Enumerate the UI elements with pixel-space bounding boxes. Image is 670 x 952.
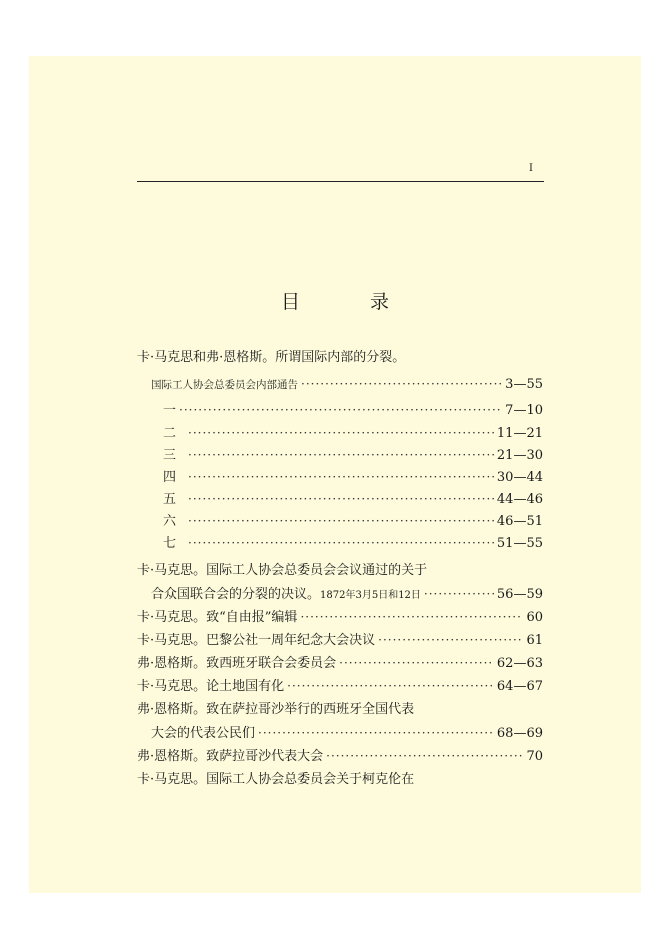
toc-entry-pages: 30—44 <box>496 470 543 485</box>
leader-dots <box>301 374 502 394</box>
toc-entry-date: 1872年3月5日和12日 <box>320 590 421 601</box>
toc-subentry-label: 五 <box>163 492 177 507</box>
toc-entry-title: 卡·马克思。国际工人协会总委员会关于柯克伦在 <box>137 772 415 787</box>
toc-entry-pages: 70 <box>526 749 543 764</box>
toc-subentry-label: 一 <box>163 403 177 418</box>
toc-subentry[interactable] <box>163 533 543 554</box>
toc-entry-title: 弗·恩格斯。致萨拉哥沙代表大会 <box>137 749 324 764</box>
toc-entry-title: 卡·马克思。致“自由报”编辑 <box>137 610 298 625</box>
toc-entry-pages: 56—59 <box>496 587 543 602</box>
toc-entry-title: 卡·马克思。巴黎公社一周年纪念大会决议 <box>137 633 376 648</box>
toc-entry-title: 大会的代表公民们 <box>151 726 256 741</box>
leader-dots <box>424 584 494 604</box>
toc-entry[interactable] <box>137 746 543 767</box>
leader-dots <box>287 676 494 696</box>
toc-subentry-label: 六 <box>163 514 177 529</box>
leader-dots <box>188 489 494 509</box>
toc-entry-pages: 21—30 <box>496 448 543 463</box>
toc-entry-pages: 60 <box>526 610 543 625</box>
leader-dots <box>188 445 494 465</box>
toc-entry-pages: 11—21 <box>496 426 543 441</box>
toc-subentry-label: 四 <box>163 470 177 485</box>
toc-subentry[interactable] <box>163 489 543 510</box>
toc-entry-pages: 61 <box>526 633 543 648</box>
toc-entry[interactable] <box>137 676 543 697</box>
toc-entry-title: 弗·恩格斯。致西班牙联合会委员会 <box>137 656 337 671</box>
toc-entry-pages: 51—55 <box>496 536 543 551</box>
toc-subentry-label: 三 <box>163 448 177 463</box>
toc-entry[interactable] <box>137 653 543 674</box>
leader-dots <box>258 723 494 743</box>
toc-subentry[interactable] <box>163 400 543 421</box>
toc-entry[interactable] <box>137 770 547 790</box>
toc-entry[interactable] <box>137 630 543 651</box>
toc-entry-continuation[interactable] <box>151 723 543 744</box>
toc-entry-title: 合众国联合会的分裂的决议。 <box>151 587 321 602</box>
leader-dots <box>188 423 494 443</box>
toc-entry[interactable] <box>137 561 547 581</box>
toc-entry[interactable] <box>137 348 547 368</box>
toc-subentry[interactable] <box>163 511 543 532</box>
toc-subentry-label: 二 <box>163 426 177 441</box>
toc-entry-title: 卡·马克思和弗·恩格斯。所谓国际内部的分裂。 <box>137 350 406 365</box>
toc-entry-pages: 46—51 <box>496 514 543 529</box>
toc-entry-pages: 3—55 <box>505 377 543 392</box>
leader-dots <box>326 746 523 766</box>
toc-entry-pages: 44—46 <box>496 492 543 507</box>
header-rule <box>137 181 544 182</box>
leader-dots <box>300 607 523 627</box>
toc-entry-title: 卡·马克思。论土地国有化 <box>137 679 285 694</box>
leader-dots <box>179 400 502 420</box>
toc-subentry[interactable] <box>163 445 543 466</box>
toc-entry-pages: 7—10 <box>505 403 543 418</box>
leader-dots <box>188 511 494 531</box>
leader-dots <box>188 467 494 487</box>
toc-entry-continuation[interactable] <box>151 584 543 606</box>
toc-entry[interactable] <box>151 374 543 395</box>
leader-dots <box>188 533 494 553</box>
toc-subentry[interactable] <box>163 467 543 488</box>
toc-entry-title: 弗·恩格斯。致在萨拉哥沙举行的西班牙全国代表 <box>137 702 415 717</box>
page-number: I <box>529 163 533 174</box>
leader-dots <box>378 630 523 650</box>
toc-entry-pages: 62—63 <box>496 656 543 671</box>
leader-dots <box>339 653 494 673</box>
toc-entry[interactable] <box>137 607 543 628</box>
page-title: 目 录 <box>280 291 422 313</box>
toc-entry-pages: 64—67 <box>496 679 543 694</box>
toc-entry[interactable] <box>137 700 547 720</box>
toc-entry-title: 卡·马克思。国际工人协会总委员会会议通过的关于 <box>137 563 428 578</box>
toc-subentry[interactable] <box>163 423 543 444</box>
toc-subentry-label: 七 <box>163 536 177 551</box>
toc-entry-title: 国际工人协会总委员会内部通告 <box>151 379 298 391</box>
toc-entry-pages: 68—69 <box>496 726 543 741</box>
